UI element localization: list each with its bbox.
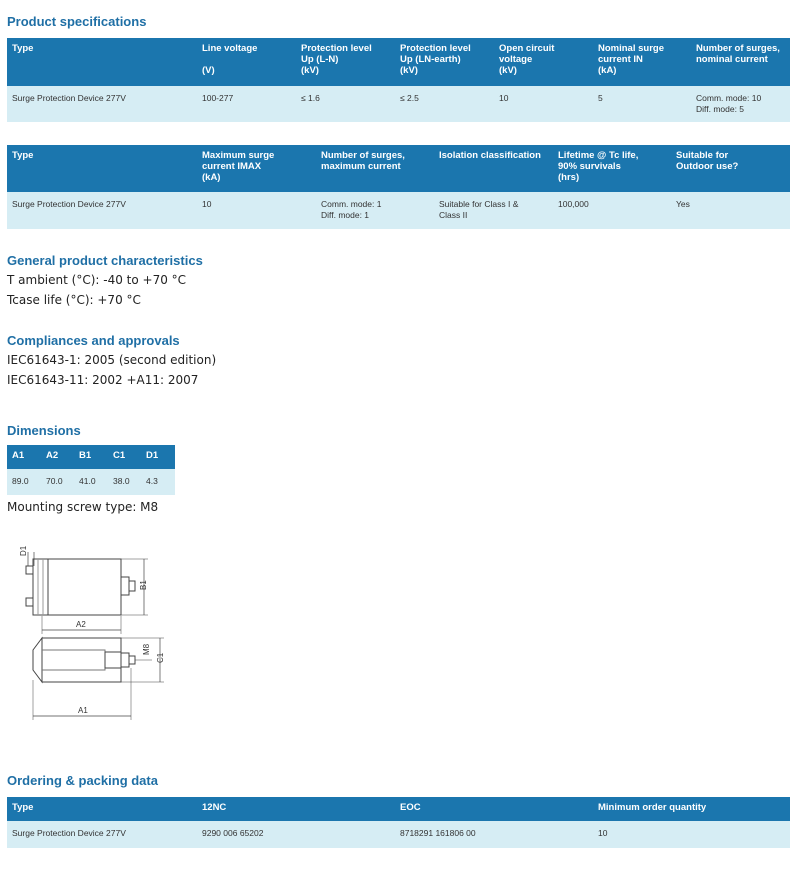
- cell-nominal-surge-current: 5: [593, 86, 691, 122]
- col-header-isolation: Isolation classification: [434, 145, 553, 192]
- col-header-type: Type: [7, 145, 197, 192]
- col-header-a1: A1: [7, 445, 41, 469]
- cell-type: Surge Protection Device 277V: [7, 192, 197, 229]
- col-header-b1: B1: [74, 445, 108, 469]
- label-m8: M8: [142, 643, 151, 655]
- col-header-protection-le: Protection level Up (LN-earth) (kV): [395, 38, 494, 86]
- col-header-line-voltage: Line voltage (V): [197, 38, 296, 86]
- label-b1: B1: [139, 580, 148, 590]
- cell-isolation: Suitable for Class I & Class II: [434, 192, 553, 229]
- cell-12nc: 9290 006 65202: [197, 821, 395, 848]
- col-header-type: Type: [7, 797, 197, 821]
- cell-lifetime: 100,000: [553, 192, 671, 229]
- dimensions-table: [7, 445, 175, 495]
- cell-d1: 4.3: [141, 469, 175, 495]
- col-header-nominal-surge-current: Nominal surge current IN (kA): [593, 38, 691, 86]
- cell-outdoor: Yes: [671, 192, 790, 229]
- cell-c1: 38.0: [108, 469, 141, 495]
- top-view: [26, 552, 148, 634]
- table-header-row: [7, 38, 790, 86]
- col-header-12nc: 12NC: [197, 797, 395, 821]
- cell-type: Surge Protection Device 277V: [7, 86, 197, 122]
- col-header-number-of-surges-max: Number of surges, maximum current: [316, 145, 434, 192]
- col-header-eoc: EOC: [395, 797, 593, 821]
- cell-max-surge-current: 10: [197, 192, 316, 229]
- mounting-screw-text: Mounting screw type: M8: [7, 500, 159, 514]
- col-header-open-circuit-voltage: Open circuit voltage (kV): [494, 38, 593, 86]
- heading-ordering: Ordering & packing data: [7, 773, 158, 788]
- t-ambient-text: T ambient (°C): -40 to +70 °C: [7, 273, 187, 287]
- table-header-row: [7, 797, 790, 821]
- spec-table-2: [7, 145, 790, 229]
- dimension-drawing: [10, 530, 175, 725]
- col-header-type: Type: [7, 38, 197, 86]
- col-header-lifetime: Lifetime @ Tc life, 90% survivals (hrs): [553, 145, 671, 192]
- table-header-row: [7, 145, 790, 192]
- cell-number-of-surges: Comm. mode: 1 Diff. mode: 1: [316, 192, 434, 229]
- col-header-c1: C1: [108, 445, 141, 469]
- cell-open-circuit-voltage: 10: [494, 86, 593, 122]
- label-c1: C1: [156, 652, 165, 663]
- table-row: [7, 86, 790, 122]
- heading-dimensions: Dimensions: [7, 423, 81, 438]
- cell-type: Surge Protection Device 277V: [7, 821, 197, 848]
- cell-number-of-surges: Comm. mode: 10 Diff. mode: 5: [691, 86, 790, 122]
- cell-protection-ln: ≤ 1.6: [296, 86, 395, 122]
- compliance-line-1: IEC61643-1: 2005 (second edition): [7, 353, 217, 367]
- cell-b1: 41.0: [74, 469, 108, 495]
- col-header-number-of-surges-nominal: Number of surges, nominal current: [691, 38, 790, 86]
- cell-line-voltage: 100-277: [197, 86, 296, 122]
- col-header-outdoor: Suitable for Outdoor use?: [671, 145, 790, 192]
- cell-a1: 89.0: [7, 469, 41, 495]
- cell-min-order-qty: 10: [593, 821, 790, 848]
- heading-product-specifications: Product specifications: [7, 14, 147, 29]
- cell-protection-le: ≤ 2.5: [395, 86, 494, 122]
- col-header-min-order-qty: Minimum order quantity: [593, 797, 790, 821]
- compliance-line-2: IEC61643-11: 2002 +A11: 2007: [7, 373, 199, 387]
- heading-compliances: Compliances and approvals: [7, 333, 180, 348]
- col-header-max-surge-current: Maximum surge current IMAX (kA): [197, 145, 316, 192]
- col-header-a2: A2: [41, 445, 74, 469]
- col-header-d1: D1: [141, 445, 175, 469]
- table-header-row: [7, 445, 175, 469]
- table-row: [7, 192, 790, 229]
- spec-table-1: [7, 38, 790, 122]
- heading-general-characteristics: General product characteristics: [7, 253, 203, 268]
- label-a1: A1: [78, 706, 88, 715]
- tcase-life-text: Tcase life (°C): +70 °C: [7, 293, 141, 307]
- cell-a2: 70.0: [41, 469, 74, 495]
- table-row: [7, 469, 175, 495]
- label-d1: D1: [19, 545, 28, 556]
- ordering-table: [7, 797, 790, 848]
- label-a2: A2: [76, 620, 86, 629]
- cell-eoc: 8718291 161806 00: [395, 821, 593, 848]
- table-row: [7, 821, 790, 848]
- col-header-protection-ln: Protection level Up (L-N) (kV): [296, 38, 395, 86]
